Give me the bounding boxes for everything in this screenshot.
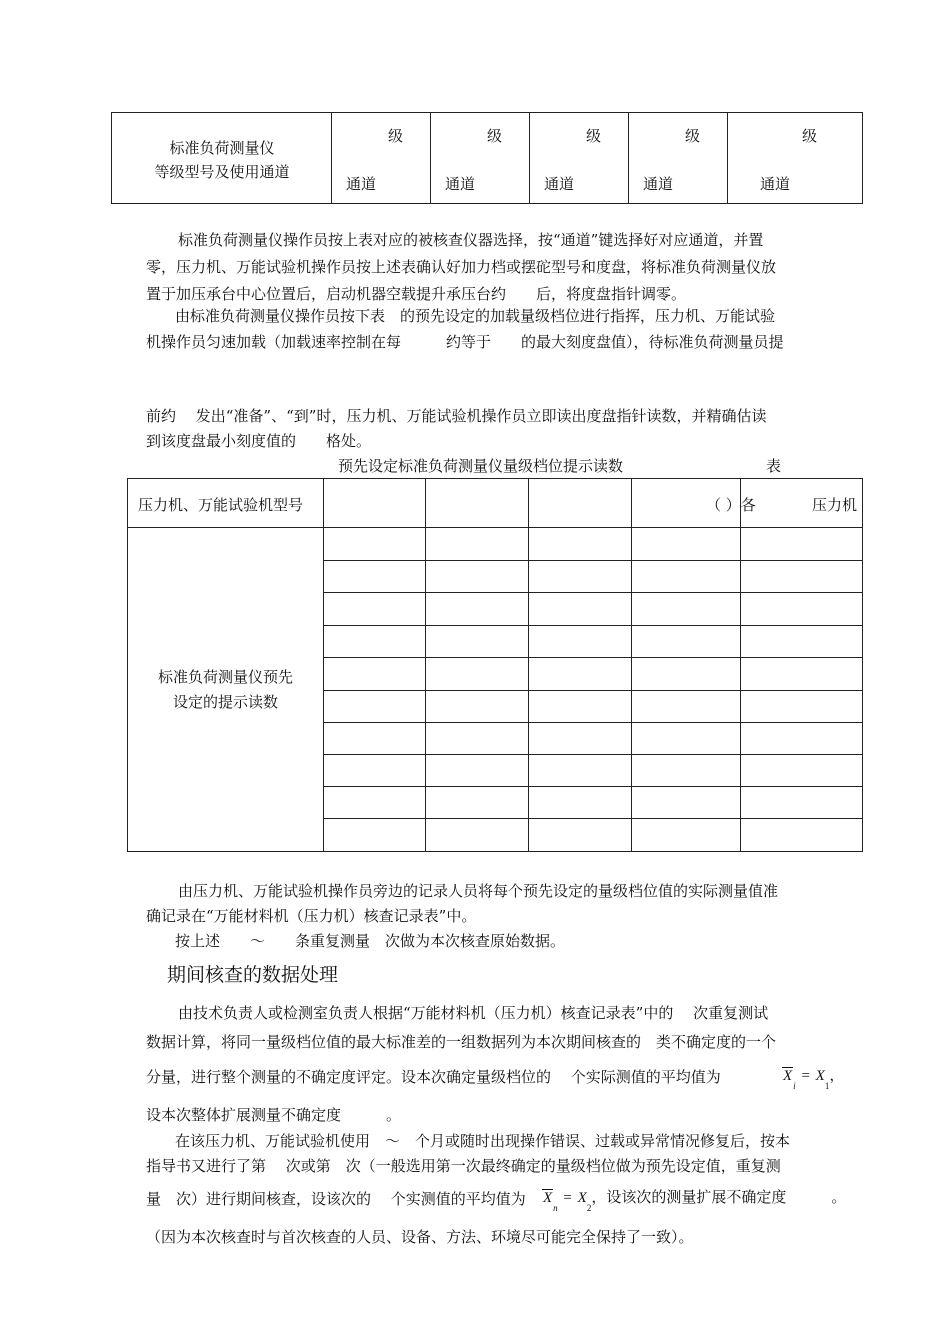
table-divider (727, 113, 728, 203)
paragraph-line: 在该压力机、万能试验机使用 ～ 个月或随时出现操作错误、过载或异常情况修复后，按本 (175, 1132, 791, 1150)
formula-x-bar: X (543, 1190, 553, 1206)
table-divider (628, 113, 629, 203)
table-divider (323, 754, 862, 755)
paragraph-line: 按上述 ～ 条重复测量 次做为本次核查原始数据。 (175, 932, 566, 950)
formula-tail: ， (829, 1068, 845, 1084)
paragraph-line: 数据计算，将同一量级档位值的最大标准差的一组数据列为本次期间核查的 类不确定度的一个 (146, 1033, 777, 1051)
table-divider (430, 113, 431, 203)
paragraph-line: 由压力机、万能试验机操作员旁边的记录人员将每个预先设定的量级档位值的实际测量值准 (178, 882, 779, 900)
formula-x-bar: X (783, 1068, 793, 1084)
table-divider (740, 479, 741, 851)
table-divider (323, 818, 862, 819)
table-caption-suffix: 表 (766, 457, 782, 475)
table-divider (323, 592, 862, 593)
table-divider (631, 479, 632, 851)
grade-cell: 级 (388, 127, 404, 145)
mean-formula-1 (782, 1064, 845, 1091)
table-divider (128, 527, 862, 528)
channel-cell: 通道 (643, 175, 674, 193)
grade-cell: 级 (802, 127, 818, 145)
paragraph-line: 指导书又进行了第 次或第 次（一般选用第一次最终确定的量级档位做为预先设定值，重复测 (146, 1157, 781, 1175)
section-heading: 期间核查的数据处理 (167, 964, 339, 986)
formula-subscript: i (793, 1081, 796, 1091)
table-divider (323, 786, 862, 787)
paragraph-line: 机操作员匀速加载（加载速率控制在每 约等于 的最大刻度盘值），待标准负荷测量员提 (146, 333, 784, 351)
table-divider (323, 690, 862, 691)
formula-equals: = (801, 1068, 810, 1084)
formula-tail: ，设该次的测量扩展不确定度 。 (591, 1190, 847, 1206)
table-divider (323, 657, 862, 658)
channel-cell: 通道 (760, 175, 791, 193)
formula-subscript: n (553, 1203, 558, 1213)
paragraph-line: 量 次）进行期间核查，设该次的 个实测值的平均值为 (146, 1190, 526, 1208)
table-divider (323, 479, 324, 851)
formula-subscript: 2 (586, 1203, 592, 1213)
table1-label-line1: 标准负荷测量仪 (169, 139, 275, 157)
paragraph-line: （因为本次核查时与首次核查的人员、设备、方法、环境尽可能完全保持了一致）。 (146, 1228, 694, 1246)
table2-row-label-line2: 设定的提示读数 (172, 693, 278, 711)
paragraph-line: 分量，进行整个测量的不确定度评定。设本次确定量级档位的 个实际测值的平均值为 (146, 1068, 721, 1086)
grade-cell: 级 (685, 127, 701, 145)
paragraph-line: 标准负荷测量仪操作员按上表对应的被核查仪器选择，按“通道”键选择好对应通道，并置 (178, 231, 764, 249)
table2-header-label: 压力机、万能试验机型号 (138, 496, 304, 514)
table-divider (323, 625, 862, 626)
grade-cell: 级 (586, 127, 602, 145)
table2-header-last-cell: （ ）各 (706, 496, 756, 514)
mean-formula-2 (542, 1186, 847, 1213)
table2-row-label-line1: 标准负荷测量仪预先 (157, 668, 293, 686)
paragraph-line: 前约 发出“准备”、“到”时，压力机、万能试验机操作员立即读出度盘指针读数，并精确估读 (146, 407, 767, 425)
formula-equals: = (563, 1190, 572, 1206)
table-divider (528, 479, 529, 851)
paragraph-line: 置于加压承台中心位置后，启动机器空载提升承压台约 后，将度盘指针调零。 (146, 285, 687, 303)
paragraph-line: 由标准负荷测量仪操作员按下表 的预先设定的加载量级档位进行指挥，压力机、万能试验 (175, 307, 776, 325)
formula-rhs: X (815, 1068, 825, 1084)
channel-cell: 通道 (346, 175, 377, 193)
grade-cell: 级 (487, 127, 503, 145)
table-divider (323, 560, 862, 561)
table1-label-line2: 等级型号及使用通道 (154, 163, 290, 181)
formula-subscript: 1 (824, 1081, 830, 1091)
table-caption: 预先设定标准负荷测量仪量级档位提示读数 (338, 457, 624, 475)
paragraph-line: 零，压力机、万能试验机操作员按上述表确认好加力档或摆砣型号和度盘，将标准负荷测量仪放 (146, 258, 777, 276)
table-divider (529, 113, 530, 203)
channel-cell: 通道 (544, 175, 575, 193)
paragraph-line: 到该度盘最小刻度值的 格处。 (146, 432, 372, 450)
instrument-grade-table (111, 112, 863, 204)
table2-header-overflow: 压力机 (812, 496, 858, 514)
table-divider (425, 479, 426, 851)
table-divider (323, 722, 862, 723)
paragraph-line: 由技术负责人或检测室负责人根据“万能材料机（压力机）核查记录表”中的 次重复测试 (178, 1004, 769, 1022)
formula-rhs: X (577, 1190, 587, 1206)
preset-readings-table (127, 478, 863, 852)
paragraph-line: 确记录在“万能材料机（压力机）核查记录表”中。 (146, 907, 477, 925)
paragraph-line: 设本次整体扩展测量不确定度 。 (146, 1106, 402, 1124)
channel-cell: 通道 (445, 175, 476, 193)
